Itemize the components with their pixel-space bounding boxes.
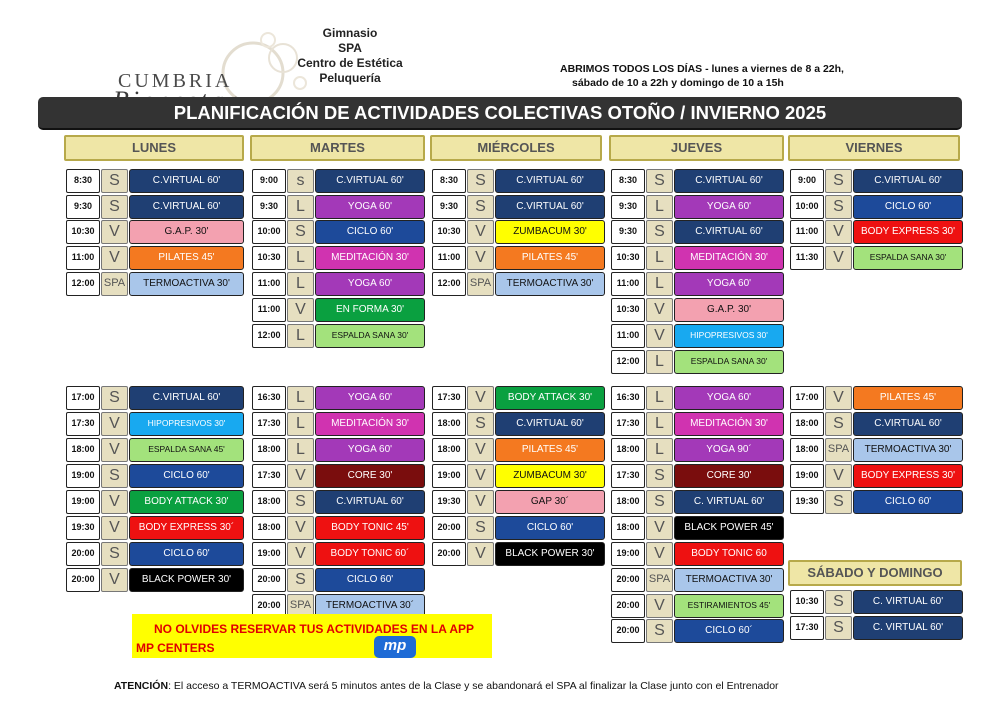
class-name: MEDITACIÓN 30' [315, 412, 425, 436]
class-time: 11:00 [252, 298, 286, 322]
class-time: 16:30 [611, 386, 645, 410]
class-time: 18:00 [252, 490, 286, 514]
class-name: YOGA 90´ [674, 438, 784, 462]
class-time: 8:30 [66, 169, 100, 193]
class-time: 20:00 [252, 594, 286, 618]
class-name: TERMOACTIVA 30' [495, 272, 605, 296]
class-name: C.VIRTUAL 60' [853, 412, 963, 436]
class-time: 19:00 [432, 464, 466, 488]
class-name: C.VIRTUAL 60' [674, 220, 784, 244]
class-level: V [101, 438, 128, 462]
class-level: S [646, 220, 673, 244]
class-time: 19:00 [252, 542, 286, 566]
class-time: 11:00 [252, 272, 286, 296]
class-name: YOGA 60' [674, 272, 784, 296]
class-level: S [467, 516, 494, 540]
class-level: V [646, 298, 673, 322]
class-level: S [646, 619, 673, 643]
hours-line2: sábado de 10 a 22h y domingo de 10 a 15h [572, 77, 784, 89]
class-level: V [467, 438, 494, 462]
class-level: L [287, 195, 314, 219]
class-time: 20:00 [66, 568, 100, 592]
class-level: S [101, 169, 128, 193]
service-spa: SPA [338, 41, 362, 55]
class-time: 17:30 [252, 464, 286, 488]
class-name: MEDITACIÓN 30' [674, 412, 784, 436]
class-time: 20:00 [611, 619, 645, 643]
class-level: L [646, 195, 673, 219]
day-header-martes: MARTES [250, 135, 425, 161]
class-level: V [101, 246, 128, 270]
class-level: L [646, 272, 673, 296]
class-name: YOGA 60' [315, 386, 425, 410]
class-level: V [101, 516, 128, 540]
class-name: YOGA 60' [315, 272, 425, 296]
class-level: S [825, 590, 852, 614]
class-name: CICLO 60' [853, 195, 963, 219]
class-name: C.VIRTUAL 60' [853, 169, 963, 193]
class-level: V [467, 246, 494, 270]
class-time: 10:30 [611, 298, 645, 322]
class-level: L [646, 386, 673, 410]
class-name: YOGA 60' [315, 195, 425, 219]
class-level: S [101, 386, 128, 410]
class-name: C. VIRTUAL 60' [853, 590, 963, 614]
class-name: PILATES 45' [129, 246, 244, 270]
class-name: CORE 30' [315, 464, 425, 488]
class-time: 10:00 [252, 220, 286, 244]
class-name: CICLO 60' [129, 542, 244, 566]
class-time: 18:00 [432, 412, 466, 436]
class-time: 18:00 [252, 438, 286, 462]
day-header-viernes: VIERNES [788, 135, 960, 161]
class-time: 17:30 [611, 464, 645, 488]
class-time: 11:00 [790, 220, 824, 244]
class-time: 18:00 [611, 516, 645, 540]
class-name: BODY ATTACK 30' [495, 386, 605, 410]
class-level: V [287, 542, 314, 566]
class-time: 10:00 [790, 195, 824, 219]
class-level: V [467, 386, 494, 410]
attention-text: : El acceso a TERMOACTIVA será 5 minutos antes de la Clase y se abandonará el SPA al finalizar la Clase junto con el Entrenador [168, 680, 779, 692]
class-name: ESPALDA SANA 30' [674, 350, 784, 374]
class-time: 9:00 [252, 169, 286, 193]
class-time: 19:30 [66, 516, 100, 540]
class-name: C.VIRTUAL 60' [674, 169, 784, 193]
class-name: CICLO 60' [129, 464, 244, 488]
class-time: 18:00 [611, 438, 645, 462]
class-time: 18:00 [432, 438, 466, 462]
class-level: V [467, 220, 494, 244]
class-name: C.VIRTUAL 60' [315, 490, 425, 514]
class-level: V [825, 220, 852, 244]
class-name: BODY ATTACK 30' [129, 490, 244, 514]
class-level: V [825, 464, 852, 488]
class-level: V [467, 490, 494, 514]
class-time: 18:00 [790, 438, 824, 462]
class-time: 20:00 [611, 594, 645, 618]
class-time: 8:30 [432, 169, 466, 193]
class-level: L [287, 412, 314, 436]
class-level: V [825, 246, 852, 270]
class-name: C.VIRTUAL 60' [315, 169, 425, 193]
class-level: V [287, 298, 314, 322]
class-name: CICLO 60´ [674, 619, 784, 643]
class-level: V [646, 542, 673, 566]
class-level: S [101, 542, 128, 566]
class-level: S [825, 616, 852, 640]
class-name: ZUMBACUM 30' [495, 464, 605, 488]
class-time: 12:00 [611, 350, 645, 374]
class-time: 18:00 [66, 438, 100, 462]
class-name: ESTIRAMIENTOS 45' [674, 594, 784, 618]
logo-line1: CUMBRIA [118, 70, 233, 92]
class-time: 19:30 [432, 490, 466, 514]
class-name: ZUMBACUM 30' [495, 220, 605, 244]
day-header-weekend: SÁBADO Y DOMINGO [788, 560, 962, 586]
class-time: 20:00 [252, 568, 286, 592]
class-time: 19:00 [790, 464, 824, 488]
day-header-miercoles: MIÉRCOLES [430, 135, 602, 161]
class-level: V [101, 568, 128, 592]
hours-line1: ABRIMOS TODOS LOS DÍAS - lunes a viernes de 8 a 22h, [560, 63, 844, 75]
class-name: MEDITACIÓN 30' [674, 246, 784, 270]
class-time: 19:30 [790, 490, 824, 514]
class-time: 8:30 [611, 169, 645, 193]
logo [38, 20, 278, 100]
class-time: 10:30 [790, 590, 824, 614]
class-level: S [646, 169, 673, 193]
class-time: 10:30 [611, 246, 645, 270]
class-name: BLACK POWER 45' [674, 516, 784, 540]
class-level: L [646, 412, 673, 436]
reserve-line1: NO OLVIDES RESERVAR TUS ACTIVIDADES EN LA APP [154, 622, 475, 636]
class-level: S [825, 412, 852, 436]
class-level: S [287, 490, 314, 514]
class-name: ESPALDA SANA 30' [315, 324, 425, 348]
class-level: SPA [287, 594, 314, 618]
class-name: BODY TONIC 60 [674, 542, 784, 566]
class-time: 11:00 [611, 324, 645, 348]
class-level: S [467, 195, 494, 219]
class-level: V [101, 220, 128, 244]
class-name: C.VIRTUAL 60' [495, 195, 605, 219]
class-time: 19:00 [66, 464, 100, 488]
class-level: V [646, 594, 673, 618]
class-name: BLACK POWER 30' [129, 568, 244, 592]
class-name: TERMOACTIVA 30' [853, 438, 963, 462]
class-level: S [467, 412, 494, 436]
class-time: 9:30 [611, 220, 645, 244]
class-time: 9:30 [611, 195, 645, 219]
class-name: MEDITACIÓN 30' [315, 246, 425, 270]
class-name: C.VIRTUAL 60' [495, 169, 605, 193]
class-name: BODY EXPRESS 30' [853, 464, 963, 488]
class-level: L [287, 246, 314, 270]
day-header-jueves: JUEVES [609, 135, 784, 161]
class-level: S [287, 220, 314, 244]
reserve-notice [132, 614, 492, 658]
class-time: 11:00 [432, 246, 466, 270]
class-time: 12:00 [66, 272, 100, 296]
class-name: C.VIRTUAL 60' [129, 386, 244, 410]
class-name: CICLO 60' [853, 490, 963, 514]
class-name: C.VIRTUAL 60' [129, 169, 244, 193]
class-name: HIPOPRESIVOS 30' [674, 324, 784, 348]
class-level: S [646, 490, 673, 514]
class-level: S [101, 195, 128, 219]
class-name: TERMOACTIVA 30´ [315, 594, 425, 618]
class-time: 9:30 [66, 195, 100, 219]
class-level: V [646, 324, 673, 348]
day-header-lunes: LUNES [64, 135, 244, 161]
class-time: 19:00 [66, 490, 100, 514]
class-level: S [825, 195, 852, 219]
class-name: TERMOACTIVA 30' [129, 272, 244, 296]
class-level: S [646, 464, 673, 488]
class-level: S [287, 568, 314, 592]
reserve-line2: MP CENTERS [136, 641, 215, 655]
class-level: V [101, 490, 128, 514]
class-time: 17:30 [611, 412, 645, 436]
class-level: SPA [101, 272, 128, 296]
class-time: 12:00 [252, 324, 286, 348]
class-name: EN FORMA 30' [315, 298, 425, 322]
class-time: 9:00 [790, 169, 824, 193]
class-level: SPA [646, 568, 673, 592]
class-name: C. VIRTUAL 60' [674, 490, 784, 514]
class-level: SPA [467, 272, 494, 296]
class-time: 12:00 [432, 272, 466, 296]
class-time: 16:30 [252, 386, 286, 410]
class-level: S [467, 169, 494, 193]
page-title: PLANIFICACIÓN DE ACTIVIDADES COLECTIVAS OTOÑO / INVIERNO 2025 [38, 97, 962, 130]
class-name: YOGA 60' [674, 386, 784, 410]
class-level: V [287, 516, 314, 540]
class-time: 20:00 [66, 542, 100, 566]
opening-hours [560, 62, 870, 90]
class-name: BLACK POWER 30' [495, 542, 605, 566]
class-name: PILATES 45' [853, 386, 963, 410]
class-level: V [825, 386, 852, 410]
class-level: S [825, 169, 852, 193]
class-name: CICLO 60' [315, 568, 425, 592]
class-time: 10:30 [432, 220, 466, 244]
class-name: BODY EXPRESS 30' [853, 220, 963, 244]
class-level: L [287, 386, 314, 410]
class-name: TERMOACTIVA 30' [674, 568, 784, 592]
class-time: 17:00 [66, 386, 100, 410]
service-gym: Gimnasio [322, 26, 378, 40]
class-level: V [646, 516, 673, 540]
class-time: 18:00 [790, 412, 824, 436]
class-level: V [467, 464, 494, 488]
class-time: 17:30 [790, 616, 824, 640]
class-name: PILATES 45' [495, 438, 605, 462]
attention-notice [114, 680, 779, 692]
class-level: S [101, 464, 128, 488]
class-time: 17:30 [66, 412, 100, 436]
class-name: C.VIRTUAL 60' [495, 412, 605, 436]
class-time: 9:30 [252, 195, 286, 219]
services-list [290, 26, 410, 86]
class-time: 17:30 [252, 412, 286, 436]
class-time: 20:00 [432, 542, 466, 566]
class-name: BODY TONIC 60´ [315, 542, 425, 566]
class-level: L [646, 438, 673, 462]
class-time: 18:00 [252, 516, 286, 540]
class-name: YOGA 60' [674, 195, 784, 219]
class-name: CICLO 60' [315, 220, 425, 244]
class-time: 11:00 [66, 246, 100, 270]
class-name: C.VIRTUAL 60' [129, 195, 244, 219]
service-aesthetics: Centro de Estética [297, 56, 403, 70]
class-time: 10:30 [66, 220, 100, 244]
class-level: L [646, 350, 673, 374]
class-time: 18:00 [611, 490, 645, 514]
mp-app-logo: mp [374, 636, 416, 658]
attention-label: ATENCIÓN [114, 680, 169, 692]
class-time: 20:00 [432, 516, 466, 540]
class-level: V [287, 464, 314, 488]
class-name: YOGA 60' [315, 438, 425, 462]
class-level: S [825, 490, 852, 514]
class-time: 10:30 [252, 246, 286, 270]
class-name: G.A.P. 30' [129, 220, 244, 244]
class-name: C. VIRTUAL 60' [853, 616, 963, 640]
class-name: GAP 30´ [495, 490, 605, 514]
class-name: G.A.P. 30' [674, 298, 784, 322]
service-hairdresser: Peluquería [319, 71, 381, 85]
class-name: BODY TONIC 45' [315, 516, 425, 540]
class-level: V [467, 542, 494, 566]
class-level: L [287, 438, 314, 462]
class-level: s [287, 169, 314, 193]
class-level: SPA [825, 438, 852, 462]
class-level: L [287, 272, 314, 296]
class-time: 17:30 [432, 386, 466, 410]
class-time: 11:30 [790, 246, 824, 270]
class-name: BODY EXPRESS 30´ [129, 516, 244, 540]
class-level: L [287, 324, 314, 348]
class-time: 20:00 [611, 568, 645, 592]
class-name: ESPALDA SANA 45' [129, 438, 244, 462]
class-name: PILATES 45' [495, 246, 605, 270]
class-name: ESPALDA SANA 30' [853, 246, 963, 270]
class-name: CORE 30' [674, 464, 784, 488]
class-time: 19:00 [611, 542, 645, 566]
class-name: CICLO 60' [495, 516, 605, 540]
class-name: HIPOPRESIVOS 30' [129, 412, 244, 436]
class-time: 11:00 [611, 272, 645, 296]
class-level: L [646, 246, 673, 270]
class-level: V [101, 412, 128, 436]
class-time: 17:00 [790, 386, 824, 410]
class-time: 9:30 [432, 195, 466, 219]
